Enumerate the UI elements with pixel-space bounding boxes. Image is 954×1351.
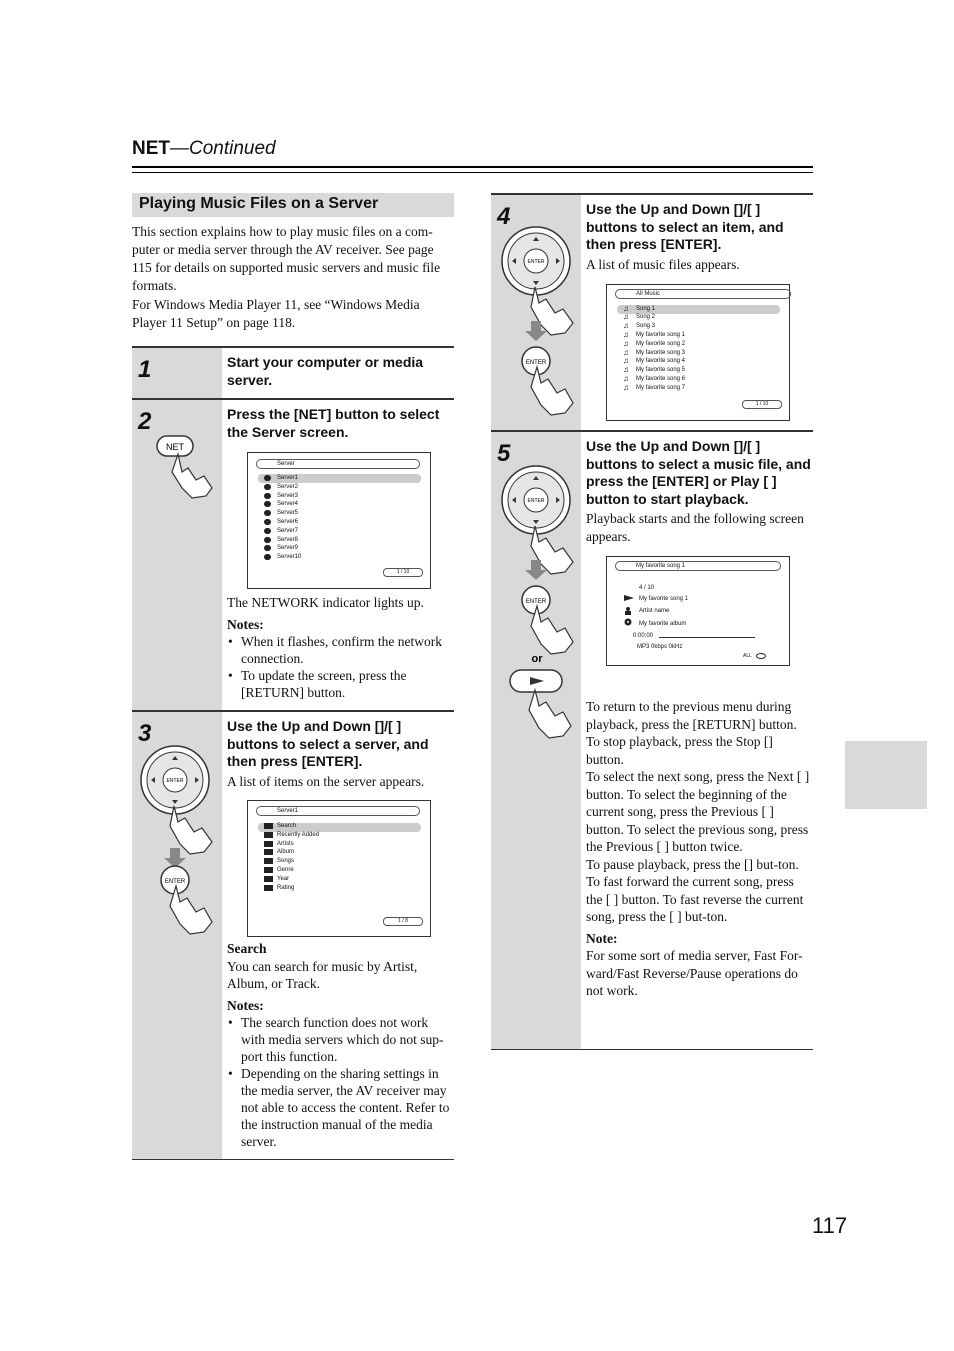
list-item: Server7 [277,527,299,534]
hand-pointer-icon [531,606,573,654]
step-number: 1 [138,356,152,383]
playback-paragraph: To pause playback, press the [] but-ton. To fast forward the current song, press the [ ] button. To fast reverse the current song, press the [ ] but-ton. [586,856,804,924]
svg-text:ENTER: ENTER [166,778,184,784]
folder-icon [264,858,273,864]
note-item: • Depending on the sharing settings in the media server, the AV receiver may not able to access the content. Refer to the instruction manual of the media server. [241,1065,452,1150]
chapter-tab [845,741,927,809]
step-result: A list of items on the server appears. [227,773,425,789]
folder-icon [264,832,273,838]
music-note-icon: ♫ [623,365,629,375]
step-1 [132,346,454,399]
server-icon [264,484,271,490]
net-button-label: NET [166,442,184,452]
svg-text:ENTER: ENTER [527,259,545,265]
hand-pointer-icon [170,806,212,854]
all-music-screen [606,284,790,421]
elapsed-time: 0:00:00 [633,633,654,639]
step-result: A list of music files appears. [586,256,740,272]
intro-paragraph: For Windows Media Player 11, see “Windows Media Player 11 Setup” on page 118. [132,297,420,330]
list-item: Server3 [277,492,299,499]
section-bar [132,193,454,217]
intro-text [132,223,454,333]
search-title: Search [227,941,267,956]
step-instruction: Press the [NET] button to select the Server screen. [227,406,440,440]
album-name: My favorite album [639,621,687,627]
step-result: Playback starts and the following screen appears. [586,511,804,544]
list-item: Server5 [277,510,299,517]
note-item: • When it flashes, confirm the network connection. [241,633,452,667]
music-note-icon: ♫ [623,312,629,322]
list-item: Server4 [277,501,299,508]
list-item: Artists [277,840,294,847]
notes-title: Notes: [227,997,264,1013]
down-arrow-icon [164,848,186,868]
step-instruction: Start your computer or media server. [227,354,424,388]
list-item: Recently Added [277,831,320,838]
folder-icon [264,876,273,882]
list-item: Genre [277,867,294,873]
folder-icon [264,823,273,829]
list-item: Server1 [277,475,299,481]
enter-pad-illustration [499,464,583,746]
music-note-icon: ♫ [623,373,629,383]
list-item: Server10 [277,554,302,561]
artist-name: Artist name [639,608,670,614]
folder-icon [264,849,273,855]
list-item: My favorite song 3 [636,349,686,356]
music-note-icon: ♫ [623,347,629,357]
list-item: My favorite song 6 [636,375,686,382]
server-icon [264,528,271,534]
step-4 [491,193,813,432]
svg-text:ENTER: ENTER [525,599,547,605]
repeat-icon [755,652,767,660]
screen-title: All Music [615,289,791,299]
list-item: Song 1 [636,305,656,312]
music-note-icon: ♫ [623,329,629,339]
step-5 [491,430,813,1050]
music-note-icon: ♫ [623,338,629,348]
list-item: Song 3 [636,323,656,330]
step-number: 3 [138,720,152,747]
server-icon [264,493,271,499]
server1-screen [247,800,431,937]
list-item: My favorite song 1 [636,331,686,338]
svg-text:ENTER: ENTER [164,879,186,885]
hand-pointer-icon [172,454,212,498]
list-item: Year [277,875,290,882]
list-item: My favorite song 5 [636,367,686,374]
screen-title: Server [256,459,420,469]
intro-paragraph: This section explains how to play music files on a com-puter or media server through the AV receiver. See page 115 for details on supported music servers and music file formats. [132,224,441,293]
playback-icons [623,593,637,633]
server-icon [264,501,271,507]
screen-title: My favorite song 1 [615,561,781,571]
note-text: For some sort of media server, Fast For-ward/Fast Reverse/Pause operations do not work. [586,948,803,998]
hand-pointer-icon [531,367,573,415]
page-header [132,138,276,160]
page-indicator: 1 / 10 [383,568,423,577]
server-screen [247,452,431,589]
server-icon [264,554,271,560]
list-item: Server8 [277,536,299,543]
playback-paragraph: To select the next song, press the Next [ ] button. To select the beginning of the current song, press the Previous [ ] button. To select the previous song, press the Previous [ ] button twice. [586,769,810,854]
page-indicator: 1 / 10 [742,400,782,409]
step-2 [132,398,454,711]
step-instruction: Use the Up and Down []/[ ] buttons to select a server, and then press [ENTER]. [227,718,429,769]
server-icon [264,537,271,543]
list-item: Search [277,823,297,829]
server-icon [264,510,271,516]
folder-icon [264,841,273,847]
hand-pointer-icon [529,690,571,738]
step-number: 2 [138,408,152,435]
list-item: Server9 [277,545,299,552]
step-result: The NETWORK indicator lights up. [227,595,424,610]
step-instruction: Use the Up and Down []/[ ] buttons to select an item, and then press [ENTER]. [586,201,784,252]
song-name: My favorite song 1 [639,596,689,602]
repeat-mode: ALL [743,653,752,659]
note-item: • To update the screen, press the [RETURN] button. [241,667,452,701]
music-note-icon: ♫ [623,356,629,366]
folder-icon [264,885,273,891]
artist-icon [626,607,630,611]
screen-title: Server1 [256,806,420,816]
track-number: 4 / 10 [639,585,655,591]
note-title: Note: [586,930,618,946]
playback-paragraph: To return to the previous menu during playback, press the [RETURN] button. To stop playback, press the Stop [] button. [586,699,797,767]
enter-pad-illustration [138,744,222,944]
server-icon [264,519,271,525]
search-text: You can search for music by Artist, Album, or Track. [227,958,418,991]
svg-text:ENTER: ENTER [527,498,545,504]
notes-title: Notes: [227,616,264,632]
list-item: My favorite song 2 [636,340,686,347]
list-item: My favorite song 7 [636,384,686,391]
page-number: 117 [812,1213,848,1238]
list-item: Songs [277,858,295,865]
section-title: Playing Music Files on a Server [139,195,379,212]
list-item: Server2 [277,483,299,490]
list-item: Rating [277,884,295,891]
list-item: Album [277,849,295,856]
format-info: MP3 0kbps 0kHz [637,644,683,650]
page-indicator: 1 / 8 [383,917,423,926]
music-note-icon: ♫ [623,303,629,313]
step-instruction: Use the Up and Down []/[ ] buttons to select a music file, and press the [ENTER] or Play [ ] button to start playback. [586,438,811,507]
step-number: 4 [497,203,511,230]
svg-text:ENTER: ENTER [525,360,547,366]
header-subtitle: —Continued [170,138,276,159]
header-title: NET [132,138,170,159]
hand-pointer-icon [170,886,212,934]
net-button-illustration [152,432,222,502]
step-number: 5 [497,440,511,467]
enter-pad-illustration [499,225,583,425]
server-icon [264,545,271,551]
progress-line [659,637,755,638]
list-item: Song 2 [636,314,656,321]
server-icon [264,475,271,481]
header-rule [132,166,813,173]
step-3 [132,710,454,1160]
list-item: Server6 [277,519,299,525]
note-item: • The search function does not work with media servers which do not sup-port this function. [241,1014,452,1065]
music-note-icon: ♫ [623,382,629,392]
play-icon [624,595,634,601]
folder-icon [264,867,273,873]
list-item: My favorite song 4 [636,358,686,365]
playback-screen [606,556,790,666]
music-note-icon: ♫ [623,321,629,331]
or-label: or [531,653,543,665]
